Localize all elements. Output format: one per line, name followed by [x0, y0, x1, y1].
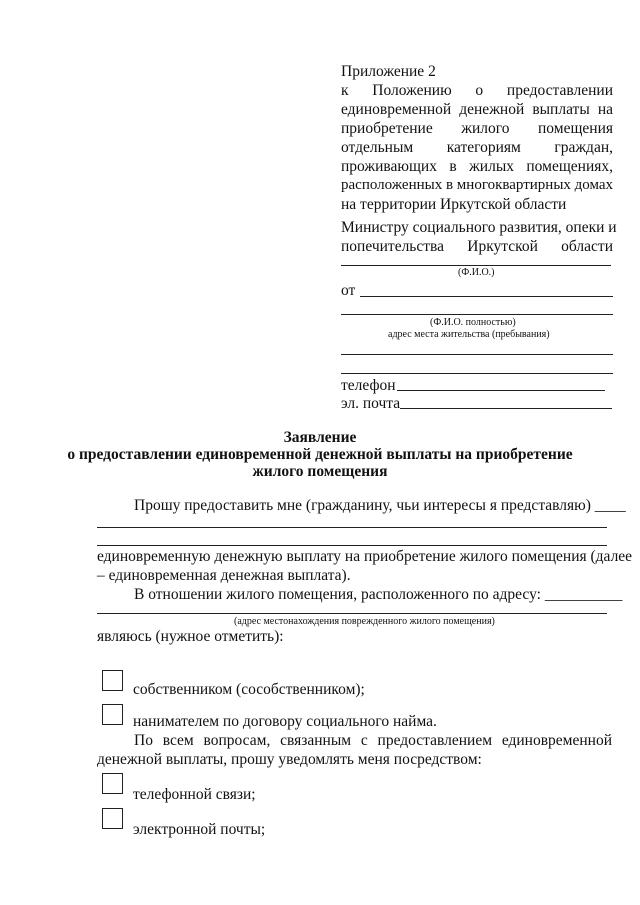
document-subtitle-line: жилого помещения [252, 463, 388, 480]
annex-title: Приложение 2 [341, 63, 436, 80]
fio-caption: (Ф.И.О.) [458, 267, 495, 278]
address-field-line-2[interactable] [341, 373, 613, 374]
annex-text [341, 81, 613, 214]
tenant-checkbox[interactable] [102, 704, 123, 725]
notify-line: денежной выплаты, прошу уведомлять меня посредством: [97, 751, 482, 768]
property-address-field-line[interactable] [97, 613, 607, 614]
annex-line: расположенных в многоквартирных домах [341, 177, 614, 193]
fio-field-line[interactable] [341, 265, 611, 266]
from-label: от [341, 282, 356, 299]
phone-notify-checkbox[interactable] [102, 773, 123, 794]
addressee-line: Министру социального развития, опеки и [341, 219, 617, 236]
email-label: эл. почта [341, 395, 401, 412]
phone-notify-label: телефонной связи; [133, 786, 256, 803]
payment-line: единовременную денежную выплату на приобретение жилого помещения (далее [97, 548, 633, 565]
address-caption: адрес места жительства (пребывания) [388, 329, 550, 340]
phone-field-line[interactable] [397, 390, 605, 391]
addressee-block [341, 218, 617, 256]
property-address-caption: (адрес местонахождения поврежденного жилого помещения) [234, 616, 495, 627]
annex-line: на территории Иркутской области [341, 196, 567, 213]
property-line: В отношении жилого помещения, расположенного по адресу: __________ [134, 586, 623, 603]
annex-line: приобретение жилого помещения [341, 120, 613, 137]
phone-label: телефон [341, 377, 396, 394]
email-field-line[interactable] [400, 408, 612, 409]
document-subtitle-line: о предоставлении единовременной денежной выплаты на приобретение [67, 446, 573, 463]
request-field-line-1[interactable] [97, 527, 607, 528]
request-line: Прошу предоставить мне (гражданину, чьи интересы я представляю) ____ [134, 497, 626, 514]
request-field-line-2[interactable] [97, 545, 607, 546]
status-prompt: являюсь (нужное отметить): [97, 628, 284, 645]
annex-line: проживающих в жилых помещениях, [341, 158, 613, 175]
annex-line: к Положению о предоставлении [341, 82, 613, 99]
email-notify-label: электронной почты; [133, 821, 266, 838]
fio-full-caption: (Ф.И.О. полностью) [430, 317, 516, 328]
document-title: Заявление [283, 429, 357, 446]
fio-full-field-line[interactable] [341, 314, 613, 315]
notify-line: По всем вопросам, связанным с предоставлением единовременной [134, 732, 612, 749]
email-notify-checkbox[interactable] [102, 808, 123, 829]
annex-line: отдельным категориям граждан, [341, 139, 613, 156]
from-field-line[interactable] [360, 296, 613, 297]
owner-checkbox[interactable] [102, 670, 123, 691]
addressee-line: попечительства Иркутской области [341, 238, 613, 255]
annex-line: единовременной денежной выплаты на [341, 101, 613, 118]
address-field-line-1[interactable] [341, 354, 613, 355]
tenant-option-label: нанимателем по договору социального найма. [133, 713, 437, 730]
owner-option-label: собственником (сособственником); [133, 681, 365, 698]
payment-line: – единовременная денежная выплата). [97, 567, 351, 584]
